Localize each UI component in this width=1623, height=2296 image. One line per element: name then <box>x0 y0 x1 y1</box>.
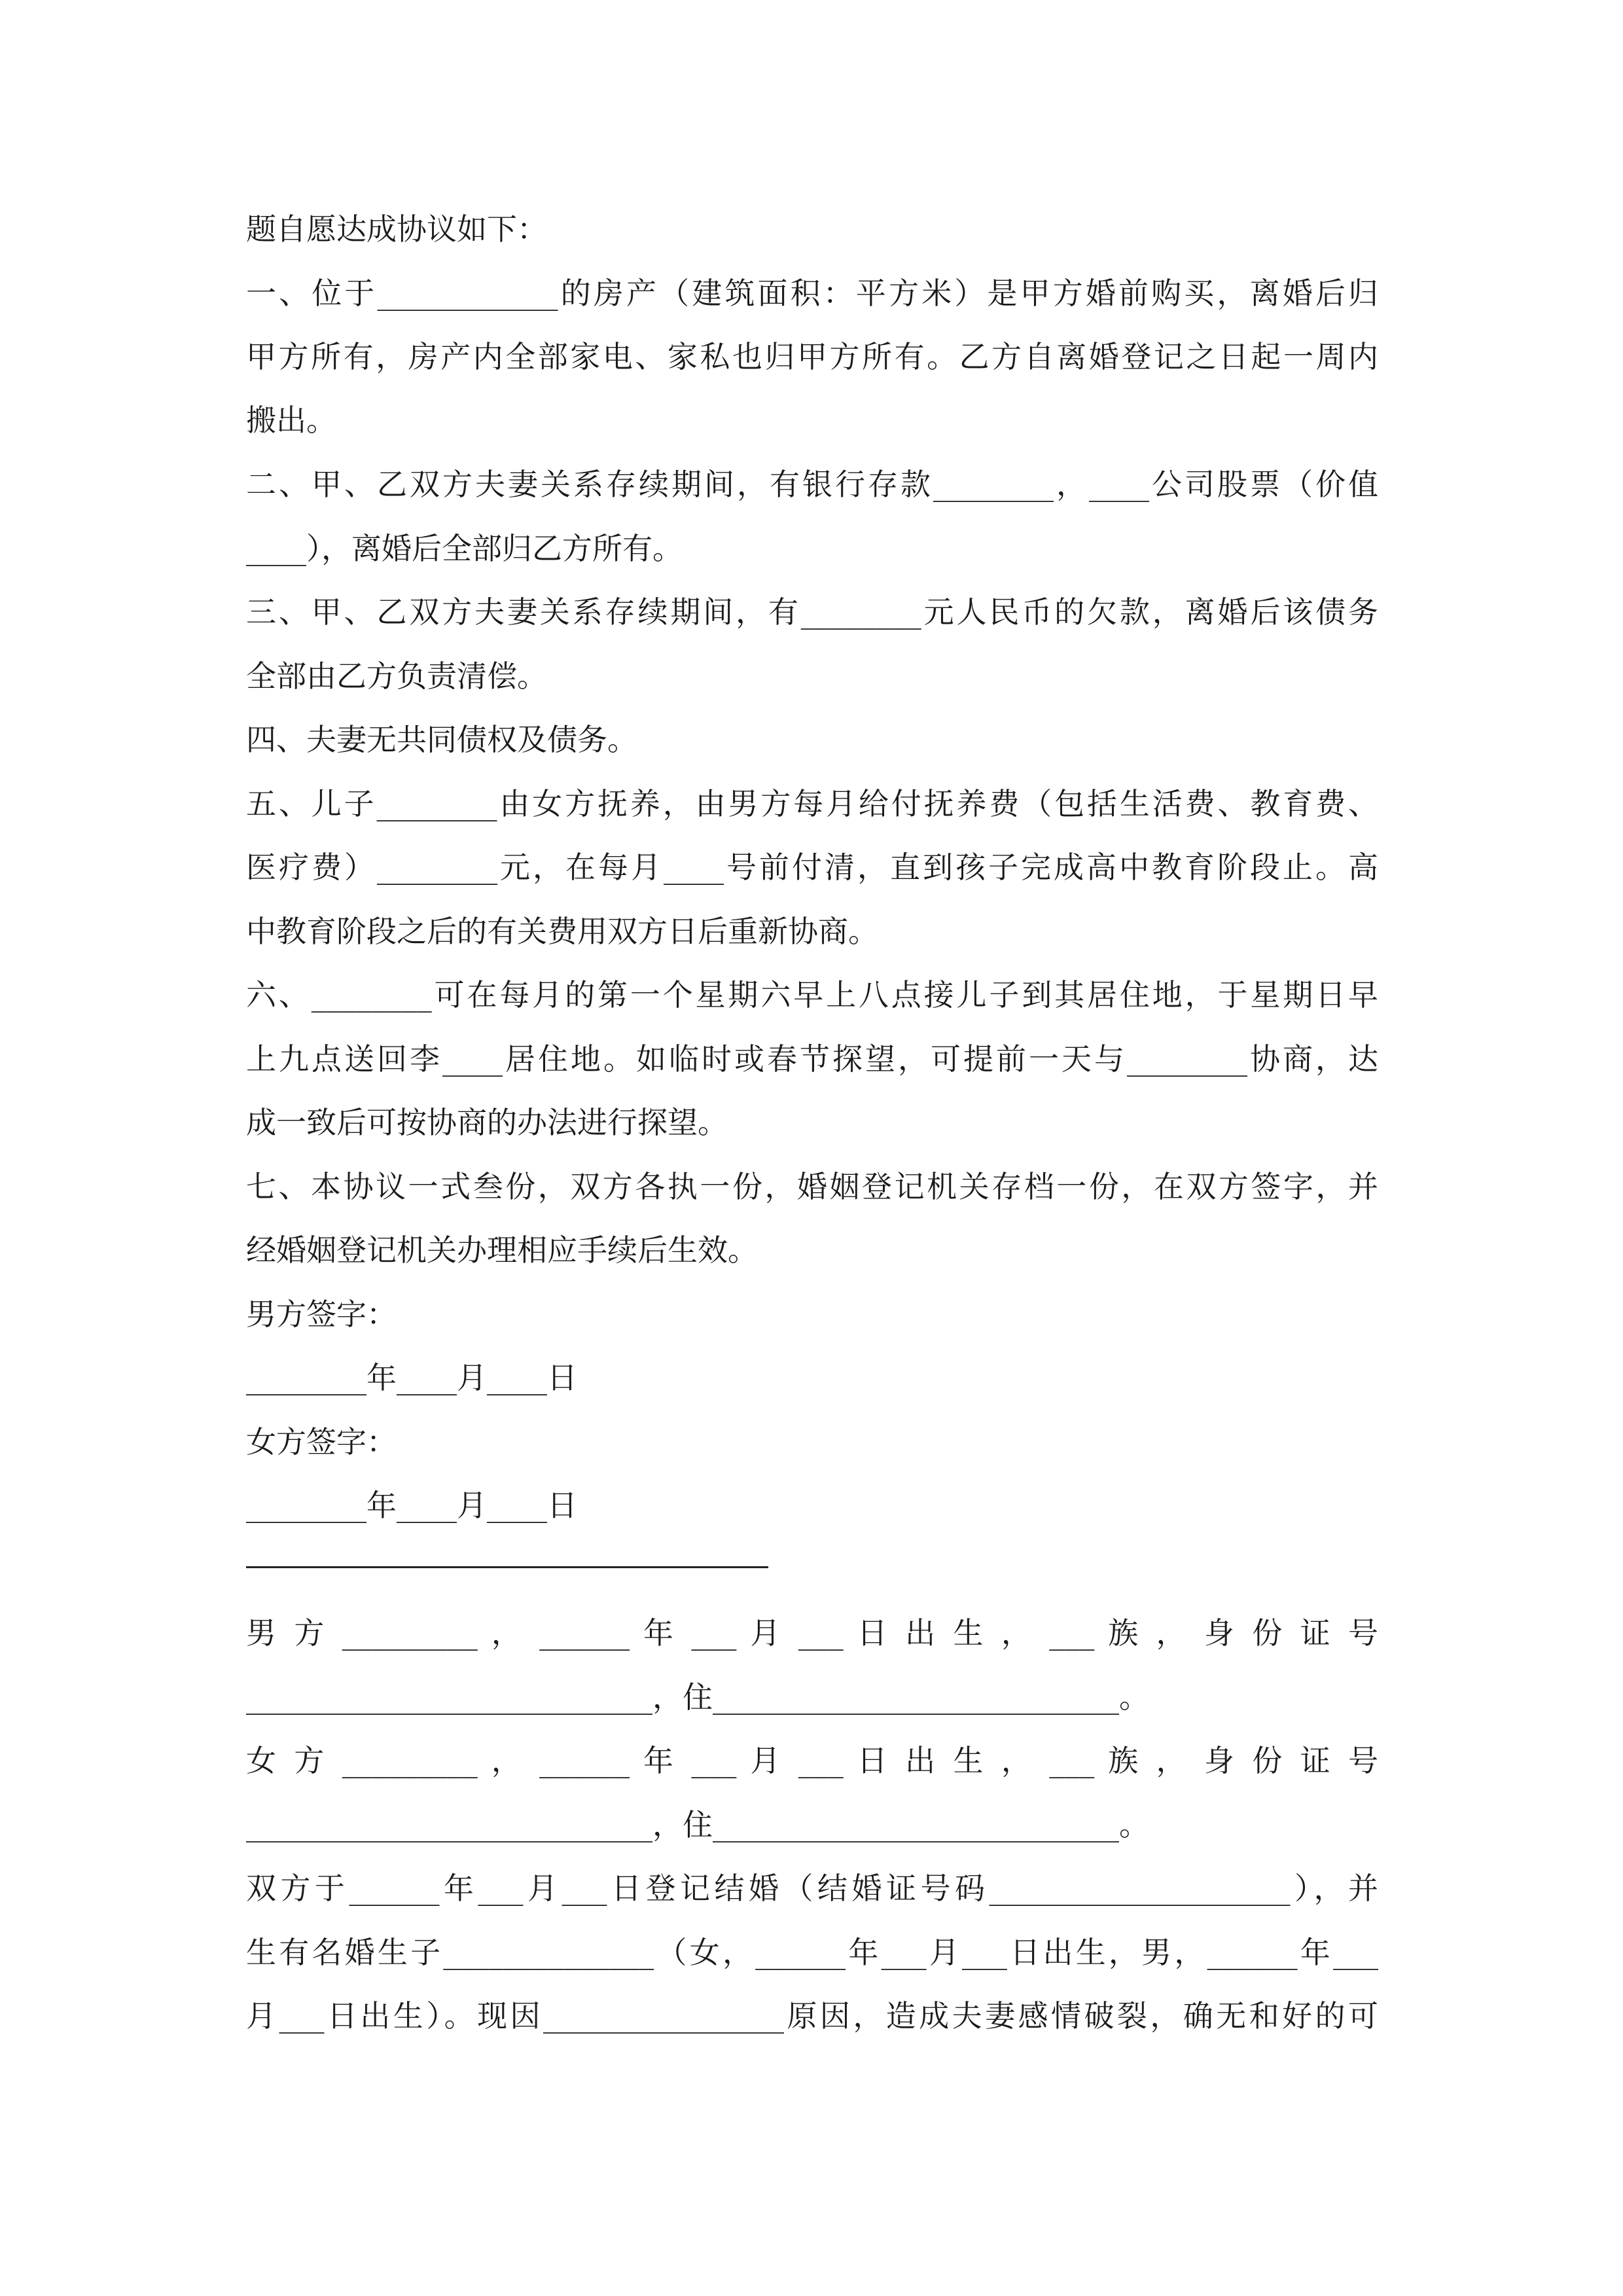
text-line-clause-1-cont: 甲方所有，房产内全部家电、家私也归甲方所有。乙方自离婚登记之日起一周内 <box>246 339 1378 374</box>
text-line-agreement-intro: 题自愿达成协议如下： <box>246 211 547 247</box>
female-signature-date: ________年____月____日 <box>246 1488 577 1523</box>
text-line-clause-7: 七、本协议一式叁份，双方各执一份，婚姻登记机关存档一份，在双方签字，并 <box>246 1169 1378 1204</box>
text-line-clause-3: 三、甲、乙双方夫妻关系存续期间，有________元人民币的欠款，离婚后该债务 <box>246 594 1378 630</box>
male-signature-date: ________年____月____日 <box>246 1360 577 1395</box>
section-divider <box>246 1566 768 1568</box>
text-line-clause-2-end: ____），离婚后全部归乙方所有。 <box>246 531 683 566</box>
text-line-clause-7-end: 经婚姻登记机关办理相应手续后生效。 <box>246 1232 758 1268</box>
male-signature-label: 男方签字： <box>246 1297 397 1332</box>
text-line-clause-4: 四、夫妻无共同债权及债务。 <box>246 722 637 757</box>
text-line-marriage-registration: 双方于______年___月___日登记结婚（结婚证号码____________________），并 <box>246 1871 1378 1906</box>
text-line-children: 生有名婚生子______________（女，______年___月___日出生，男，______年___ <box>246 1935 1378 1970</box>
female-signature-label: 女方签字： <box>246 1424 397 1460</box>
text-line-male-address: ___________________________，住___________________________。 <box>246 1679 1149 1715</box>
text-line-clause-6-cont: 上九点送回李____居住地。如临时或春节探望，可提前一天与________协商，达 <box>246 1041 1378 1077</box>
text-line-clause-2: 二、甲、乙双方夫妻关系存续期间，有银行存款________，____公司股票（价值 <box>246 467 1378 502</box>
text-line-clause-5-cont: 医疗费）________元，在每月____号前付清，直到孩子完成高中教育阶段止。高 <box>246 850 1378 885</box>
text-line-divorce-reason: 月___日出生）。现因________________原因，造成夫妻感情破裂，确无和好的可 <box>246 1998 1378 2034</box>
text-line-clause-1: 一、位于____________的房产（建筑面积：平方米）是甲方婚前购买，离婚后归 <box>246 276 1378 311</box>
text-line-clause-6: 六、________可在每月的第一个星期六早上八点接儿子到其居住地，于星期日早 <box>246 977 1378 1013</box>
text-line-clause-6-end: 成一致后可按协商的办法进行探望。 <box>246 1105 728 1140</box>
text-line-clause-1-end: 搬出。 <box>246 403 336 438</box>
text-line-female-address: ___________________________，住___________________________。 <box>246 1807 1149 1842</box>
text-line-clause-5: 五、儿子________由女方抚养，由男方每月给付抚养费（包括生活费、教育费、 <box>246 786 1378 821</box>
text-line-clause-3-end: 全部由乙方负责清偿。 <box>246 658 547 694</box>
text-line-female-info: 女 方 _________ ， ______ 年 ___ 月 ___ 日 出 生 ， ___ 族 ， 身 份 证 号 <box>246 1743 1378 1778</box>
text-line-clause-5-end: 中教育阶段之后的有关费用双方日后重新协商。 <box>246 914 878 949</box>
text-line-male-info: 男 方 _________ ， ______ 年 ___ 月 ___ 日 出 生 ， ___ 族 ， 身 份 证 号 <box>246 1615 1378 1651</box>
